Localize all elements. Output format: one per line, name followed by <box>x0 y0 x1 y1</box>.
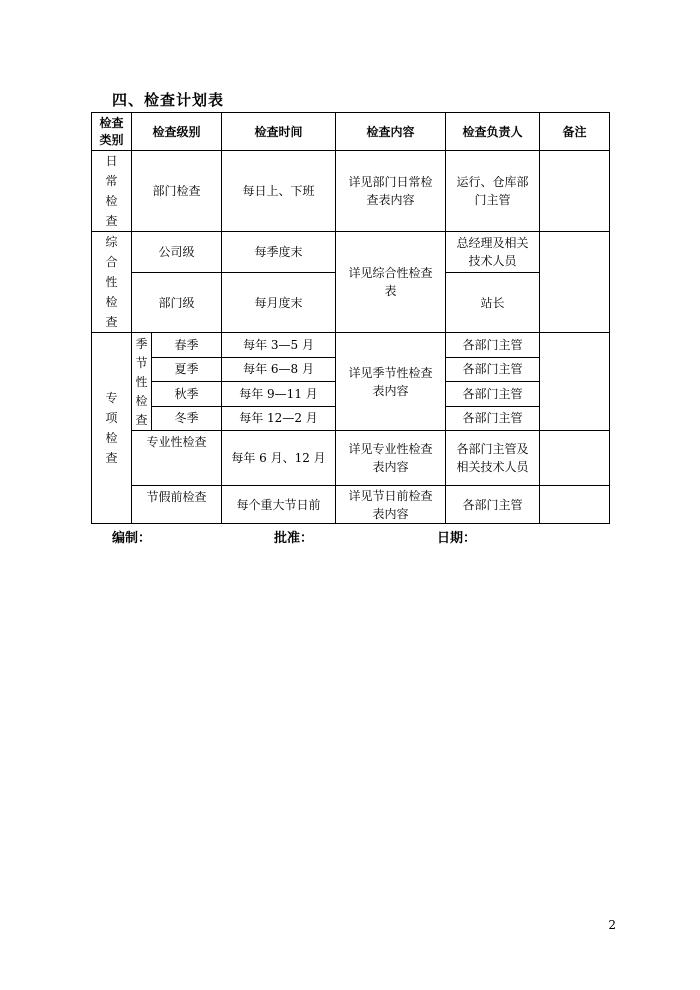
holiday-remark <box>540 486 610 524</box>
table-header-row <box>92 113 610 151</box>
season-name: 夏季 <box>152 357 222 382</box>
table-row-season-spring <box>92 333 610 358</box>
header-content: 检查内容 <box>336 113 446 151</box>
season-owner: 各部门主管 <box>446 406 540 431</box>
comprehensive-time: 每季度末 <box>222 232 336 273</box>
professional-time: 每年 6 月、12 月 <box>222 431 336 486</box>
season-time: 每年 3—5 月 <box>222 333 336 358</box>
holiday-level: 节假前检查 <box>132 486 222 524</box>
daily-level: 部门检查 <box>132 151 222 232</box>
season-owner: 各部门主管 <box>446 382 540 407</box>
page-number: 2 <box>608 918 616 932</box>
seasonal-remark <box>540 333 610 431</box>
holiday-content: 详见节日前检查表内容 <box>336 486 446 524</box>
daily-time: 每日上、下班 <box>222 151 336 232</box>
comprehensive-remark <box>540 232 610 333</box>
comprehensive-level: 公司级 <box>132 232 222 273</box>
comprehensive-owner: 站长 <box>446 273 540 333</box>
comprehensive-time: 每月度末 <box>222 273 336 333</box>
table-row-holiday <box>92 486 610 524</box>
holiday-time: 每个重大节日前 <box>222 486 336 524</box>
comprehensive-level: 部门级 <box>132 273 222 333</box>
comprehensive-content: 详见综合性检查表 <box>336 232 446 333</box>
season-name: 秋季 <box>152 382 222 407</box>
table-row-comprehensive-company <box>92 232 610 273</box>
holiday-owner: 各部门主管 <box>446 486 540 524</box>
seasonal-label: 季节性检查 <box>132 333 152 431</box>
professional-owner: 各部门主管及相关技术人员 <box>446 431 540 486</box>
season-time: 每年 6—8 月 <box>222 357 336 382</box>
table-row-daily <box>92 151 610 232</box>
header-owner: 检查负责人 <box>446 113 540 151</box>
professional-remark <box>540 431 610 486</box>
header-category: 检查类别 <box>92 113 132 151</box>
header-remark: 备注 <box>540 113 610 151</box>
inspection-plan-table <box>91 112 610 524</box>
daily-category: 日常检查 <box>92 151 132 232</box>
professional-content: 详见专业性检查表内容 <box>336 431 446 486</box>
season-owner: 各部门主管 <box>446 333 540 358</box>
footer-approved-label: 批准： <box>274 531 314 546</box>
daily-owner: 运行、仓库部门主管 <box>446 151 540 232</box>
seasonal-content: 详见季节性检查表内容 <box>336 333 446 431</box>
comprehensive-owner: 总经理及相关技术人员 <box>446 232 540 273</box>
header-time: 检查时间 <box>222 113 336 151</box>
professional-level: 专业性检查 <box>132 431 222 486</box>
season-name: 冬季 <box>152 406 222 431</box>
daily-content: 详见部门日常检查表内容 <box>336 151 446 232</box>
footer-compiled-label: 编制： <box>112 531 152 546</box>
season-time: 每年 12—2 月 <box>222 406 336 431</box>
season-name: 春季 <box>152 333 222 358</box>
section-title: 四、检查计划表 <box>112 91 225 109</box>
season-owner: 各部门主管 <box>446 357 540 382</box>
daily-remark <box>540 151 610 232</box>
comprehensive-category: 综合性检查 <box>92 232 132 333</box>
season-time: 每年 9—11 月 <box>222 382 336 407</box>
footer-date-label: 日期： <box>437 531 477 546</box>
special-category: 专项检查 <box>92 333 132 524</box>
header-level: 检查级别 <box>132 113 222 151</box>
table-row-professional <box>92 431 610 486</box>
